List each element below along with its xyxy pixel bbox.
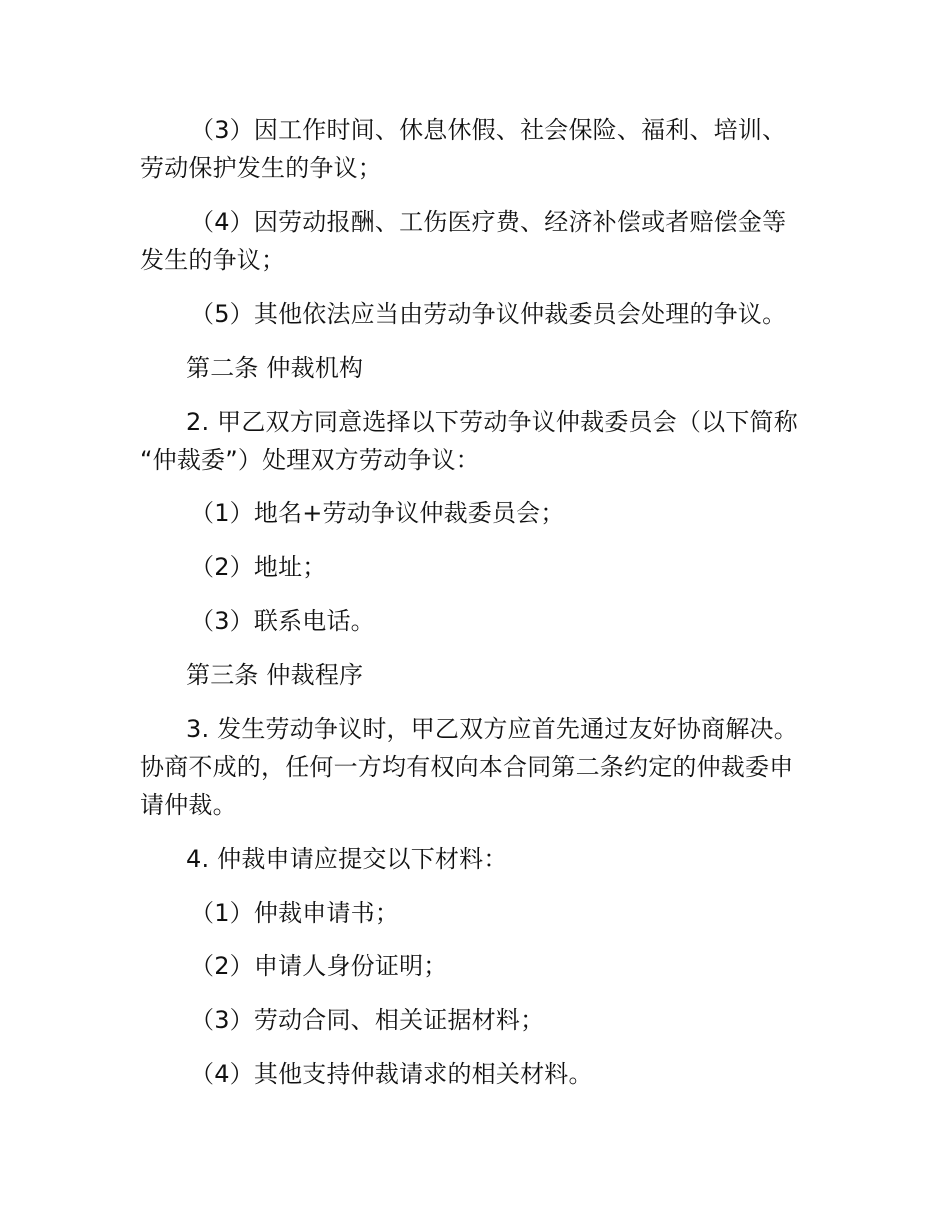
material-item-4: （4）其他支持仲裁请求的相关材料。 <box>190 1060 593 1088</box>
arbitration-name-item: （1）地名+劳动争议仲裁委员会； <box>190 499 565 527</box>
material-item-3: （3）劳动合同、相关证据材料； <box>190 1006 545 1034</box>
item-3-line-1: （3）因工作时间、休息休假、社会保险、福利、培训、 <box>190 116 787 144</box>
material-item-1: （1）仲裁申请书； <box>190 899 400 927</box>
clause-2-line-2: “仲裁委”）处理双方劳动争议： <box>140 446 480 474</box>
item-4-line-2: 发生的争议； <box>140 246 286 274</box>
clause-3-line-2: 协商不成的，任何一方均有权向本合同第二条约定的仲裁委申 <box>140 753 794 781</box>
item-4-line-1: （4）因劳动报酬、工伤医疗费、经济补偿或者赔偿金等 <box>190 208 787 236</box>
clause-4-line-1: 4. 仲裁申请应提交以下材料： <box>186 845 508 873</box>
clause-3-line-3: 请仲裁。 <box>140 791 237 819</box>
item-5-line-1: （5）其他依法应当由劳动争议仲裁委员会处理的争议。 <box>190 300 787 328</box>
material-item-2: （2）申请人身份证明； <box>190 952 448 980</box>
clause-2-line-1: 2. 甲乙双方同意选择以下劳动争议仲裁委员会（以下简称 <box>186 408 798 436</box>
arbitration-address-item: （2）地址； <box>190 553 327 581</box>
article-3-heading: 第三条 仲裁程序 <box>186 661 364 689</box>
item-3-line-2: 劳动保护发生的争议； <box>140 154 382 182</box>
article-2-heading: 第二条 仲裁机构 <box>186 354 364 382</box>
clause-3-line-1: 3. 发生劳动争议时，甲乙双方应首先通过友好协商解决。 <box>186 715 798 743</box>
arbitration-phone-item: （3）联系电话。 <box>190 607 375 635</box>
